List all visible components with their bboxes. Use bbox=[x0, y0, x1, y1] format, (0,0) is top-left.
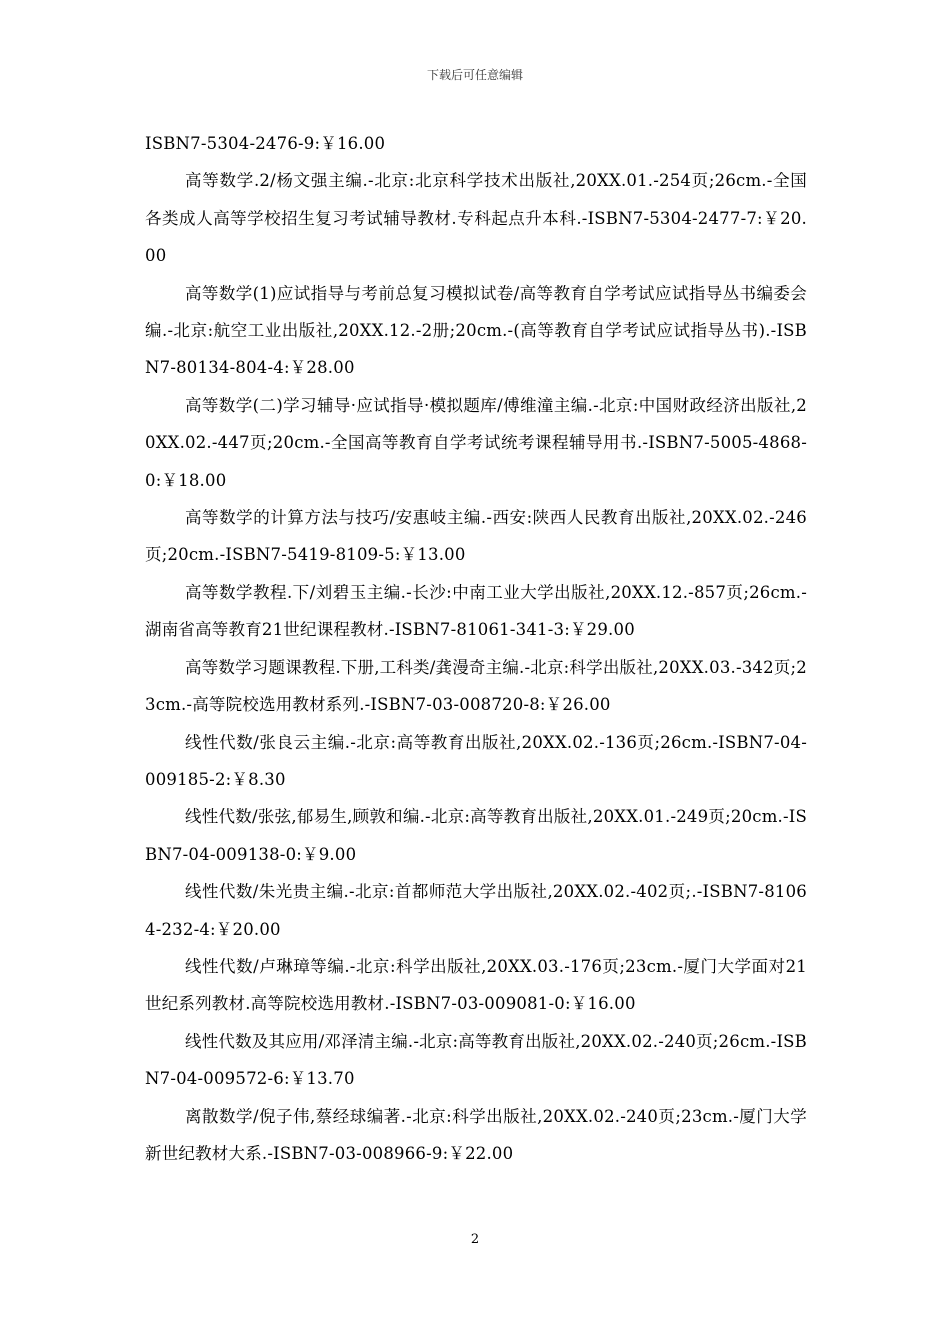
bibliography-entry: 高等数学习题课教程.下册,工科类/龚漫奇主编.-北京:科学出版社,20XX.03.-342页;23cm.-高等院校选用教材系列.-ISBN7-03-008720-8:￥26.00 bbox=[145, 657, 807, 715]
bibliography-entry: 线性代数/张良云主编.-北京:高等教育出版社,20XX.02.-136页;26cm.-ISBN7-04-009185-2:￥8.30 bbox=[145, 732, 807, 789]
bibliography-entry: 高等数学教程.下/刘碧玉主编.-长沙:中南工业大学出版社,20XX.12.-857页;26cm.-湖南省高等教育21世纪课程教材.-ISBN7-81061-341-3:￥29.00 bbox=[145, 582, 807, 640]
bibliography-entry: 线性代数及其应用/邓泽清主编.-北京:高等教育出版社,20XX.02.-240页;26cm.-ISBN7-04-009572-6:￥13.70 bbox=[145, 1031, 807, 1089]
bibliography-entry: 线性代数/朱光贵主编.-北京:首都师范大学出版社,20XX.02.-402页;.-ISBN7-81064-232-4:￥20.00 bbox=[145, 882, 807, 939]
bibliography-list bbox=[145, 125, 807, 1172]
page-header: 下载后可任意编辑 bbox=[426, 68, 523, 82]
bibliography-entry: 高等数学(1)应试指导与考前总复习模拟试卷/高等教育自学考试应试指导丛书编委会编.-北京:航空工业出版社,20XX.12.-2册;20cm.-(高等教育自学考试应试指导丛书).-ISBN7-80134-804-4:￥28.00 bbox=[145, 283, 807, 378]
page-number: 2 bbox=[470, 1232, 480, 1247]
bibliography-entry: 线性代数/张弦,郁易生,顾敦和编.-北京:高等教育出版社,20XX.01.-249页;20cm.-ISBN7-04-009138-0:￥9.00 bbox=[145, 807, 807, 864]
bibliography-entry: 高等数学(二)学习辅导·应试指导·模拟题库/傅维潼主编.-北京:中国财政经济出版社,20XX.02.-447页;20cm.-全国高等教育自学考试统考课程辅导用书.-ISBN7-5005-4868-0:￥18.00 bbox=[145, 395, 807, 490]
bibliography-entry: ISBN7-5304-2476-9:￥16.00 bbox=[145, 134, 386, 153]
bibliography-entry: 高等数学的计算方法与技巧/安惠岐主编.-西安:陕西人民教育出版社,20XX.02.-246页;20cm.-ISBN7-5419-8109-5:￥13.00 bbox=[145, 508, 807, 565]
bibliography-entry: 线性代数/卢琳璋等编.-北京:科学出版社,20XX.03.-176页;23cm.-厦门大学面对21世纪系列教材.高等院校选用教材.-ISBN7-03-009081-0:￥16.00 bbox=[145, 956, 807, 1014]
bibliography-entry: 离散数学/倪子伟,蔡经球编著.-北京:科学出版社,20XX.02.-240页;23cm.-厦门大学新世纪教材大系.-ISBN7-03-008966-9:￥22.00 bbox=[145, 1106, 807, 1163]
bibliography-entry: 高等数学.2/杨文强主编.-北京:北京科学技术出版社,20XX.01.-254页;26cm.-全国各类成人高等学校招生复习考试辅导教材.专科起点升本科.-ISBN7-5304-2477-7:￥20.00 bbox=[145, 171, 807, 266]
